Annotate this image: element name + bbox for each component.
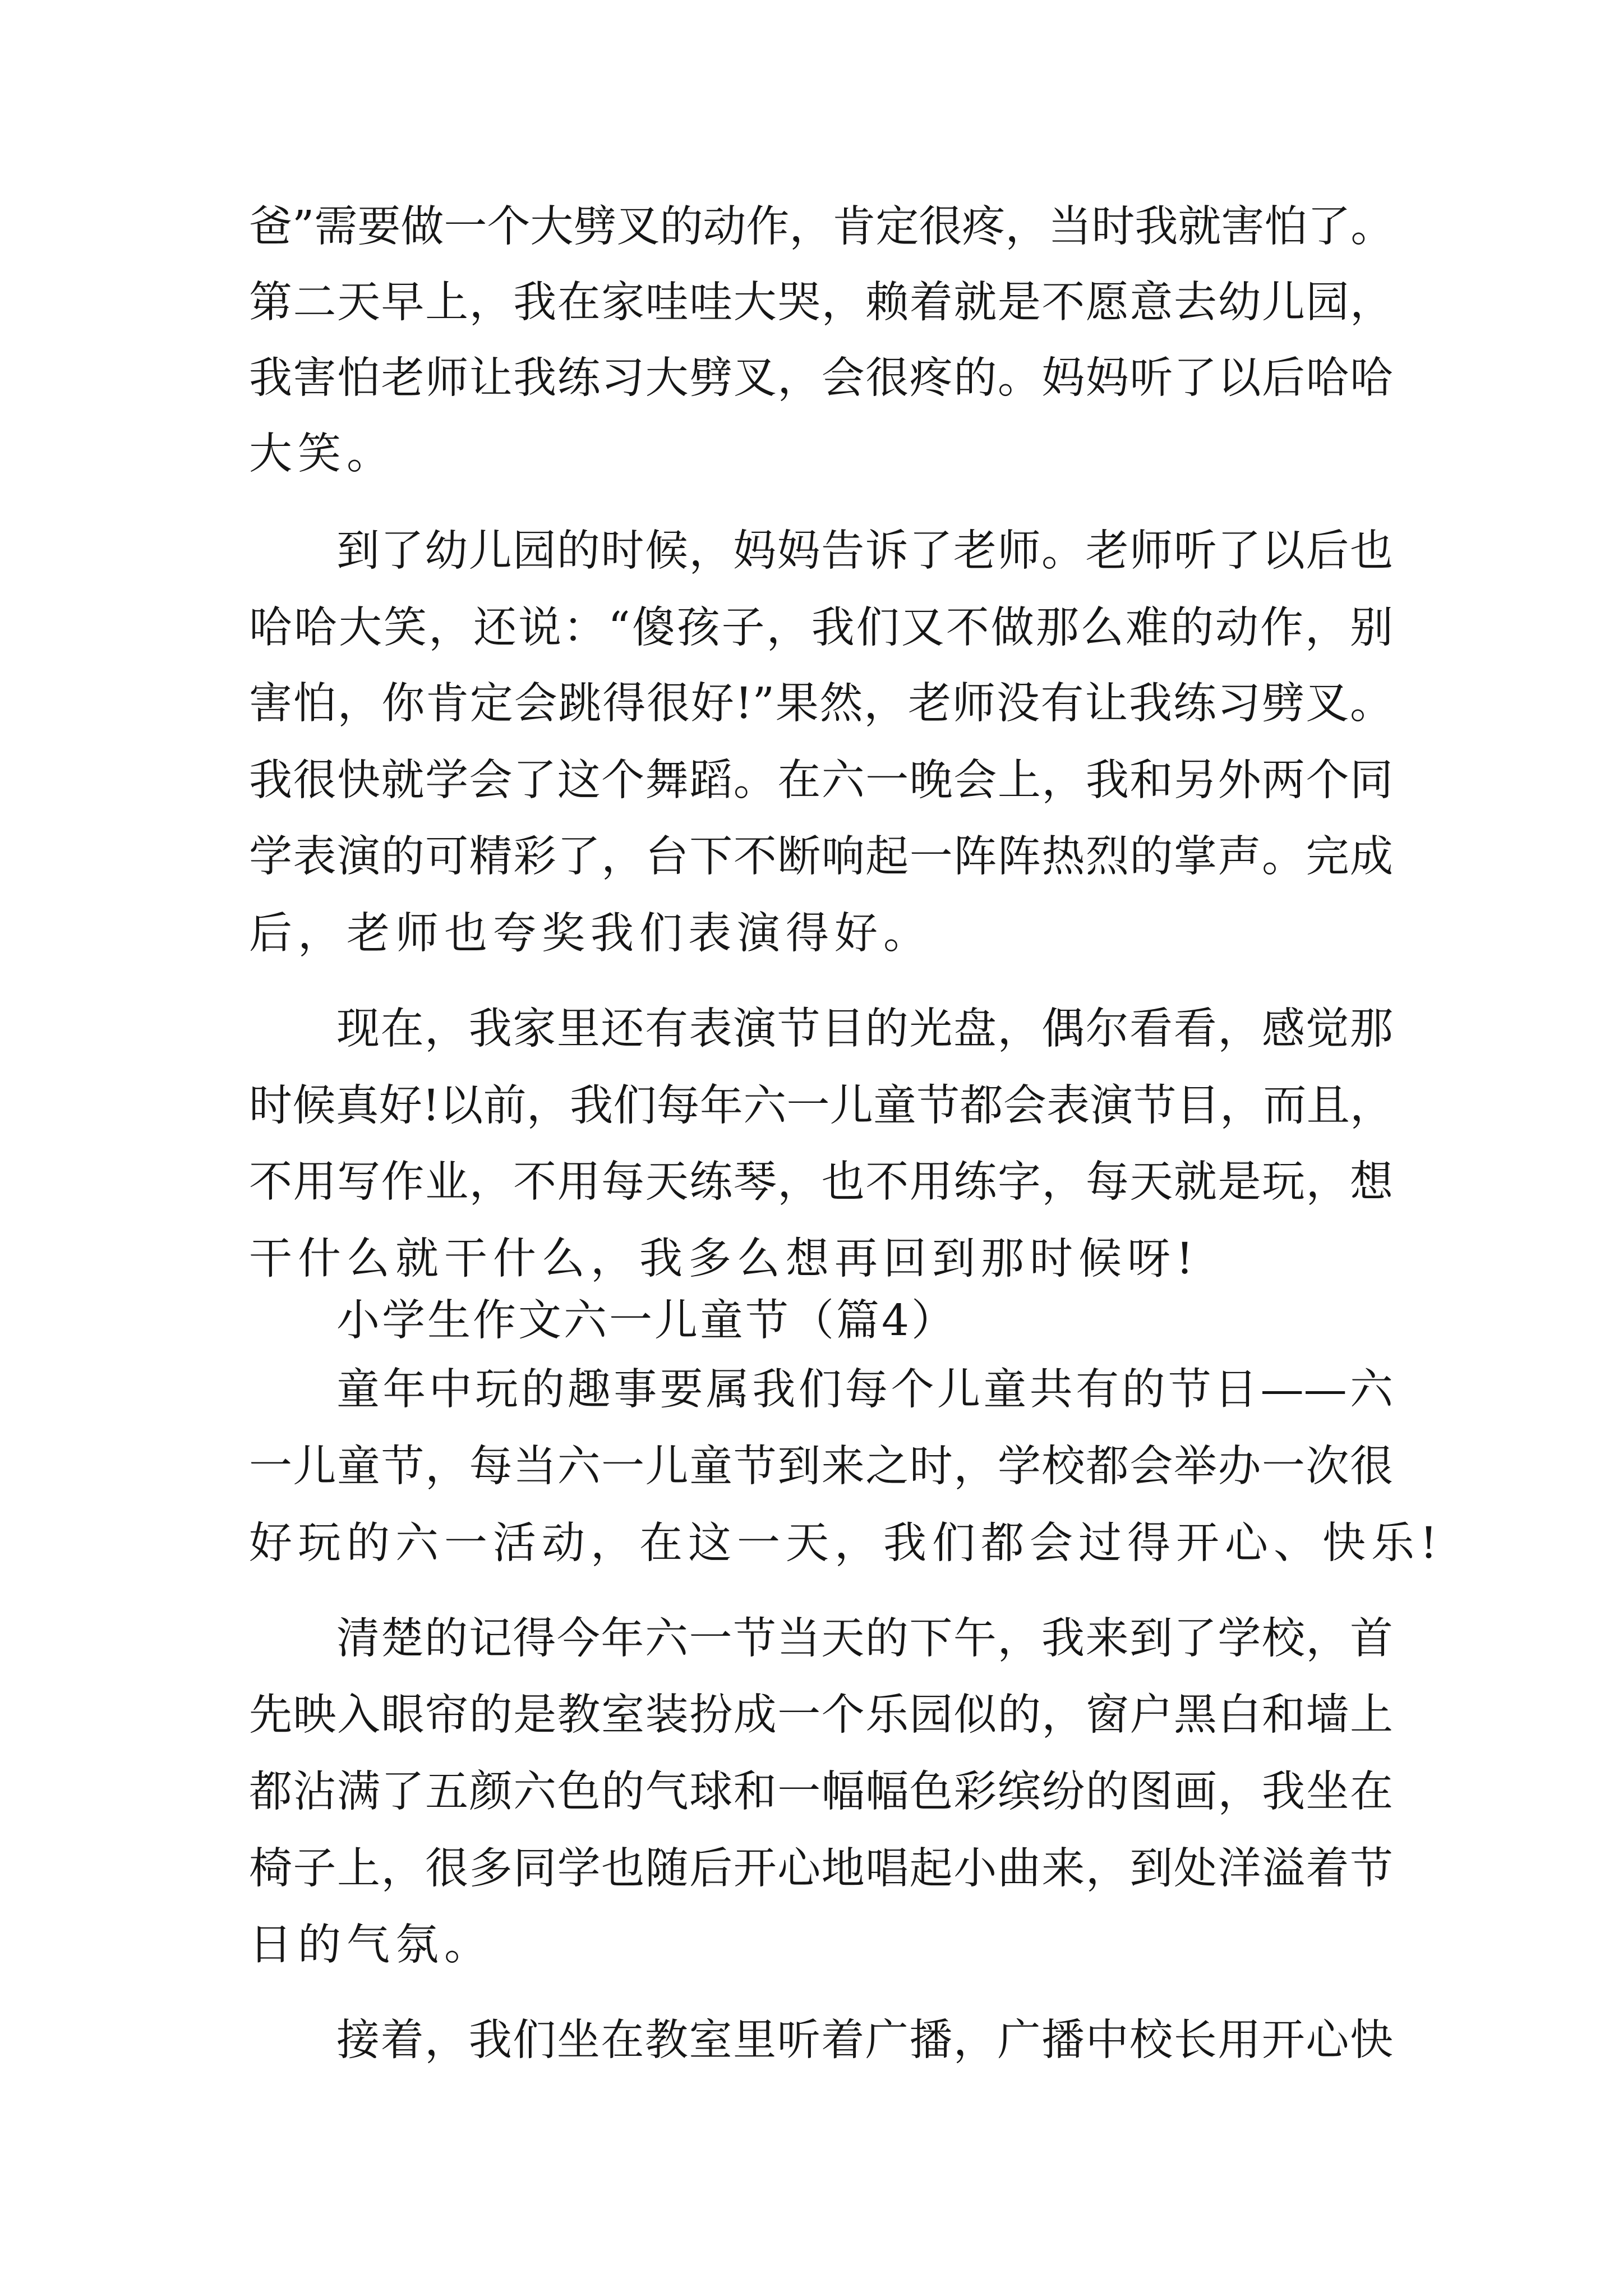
text-line: 哈哈大笑，还说：“傻孩子，我们又不做那么难的动作，别 [249,603,1393,653]
text-line: 学表演的可精彩了，台下不断响起一阵阵热烈的掌声。完成 [249,832,1393,882]
text-line: 童年中玩的趣事要属我们每个儿童共有的节日——六 [336,1365,1393,1415]
text-line: 好玩的六一活动，在这一天，我们都会过得开心、快乐! [249,1519,1443,1568]
text-line: 日的气氛。 [249,1920,493,1970]
text-line: 到了幼儿园的时候，妈妈告诉了老师。老师听了以后也 [336,526,1393,576]
text-line: 大笑。 [249,429,395,479]
text-line: 一儿童节，每当六一儿童节到来之时，学校都会举办一次很 [249,1442,1393,1492]
text-line: 现在，我家里还有表演节目的光盘，偶尔看看，感觉那 [336,1004,1393,1054]
section-heading: 小学生作文六一儿童节（篇4） [336,1296,957,1346]
text-line: 害怕，你肯定会跳得很好!”果然，老师没有让我练习劈叉。 [249,679,1393,729]
text-line: 不用写作业，不用每天练琴，也不用练字，每天就是玩，想 [249,1157,1393,1207]
text-line: 都沾满了五颜六色的气球和一幅幅色彩缤纷的图画，我坐在 [249,1767,1393,1817]
text-line: 我很快就学会了这个舞蹈。在六一晚会上，我和另外两个同 [249,756,1393,806]
text-line: 第二天早上，我在家哇哇大哭，赖着就是不愿意去幼儿园， [249,278,1393,328]
text-line: 干什么就干什么，我多么想再回到那时候呀! [249,1234,1199,1284]
text-line: 椅子上，很多同学也随后开心地唱起小曲来，到处洋溢着节 [249,1844,1393,1894]
text-line: 先映入眼帘的是教室装扮成一个乐园似的，窗户黑白和墙上 [249,1690,1393,1740]
text-line: 爸”需要做一个大劈叉的动作，肯定很疼，当时我就害怕了。 [249,202,1394,252]
text-line: 清楚的记得今年六一节当天的下午，我来到了学校，首 [336,1614,1393,1664]
text-line: 时候真好!以前，我们每年六一儿童节都会表演节目，而且， [249,1081,1393,1131]
text-line: 我害怕老师让我练习大劈叉，会很疼的。妈妈听了以后哈哈 [249,353,1393,403]
text-line: 接着，我们坐在教室里听着广播，广播中校长用开心快 [336,2016,1393,2065]
text-line: 后，老师也夸奖我们表演得好。 [249,909,932,959]
